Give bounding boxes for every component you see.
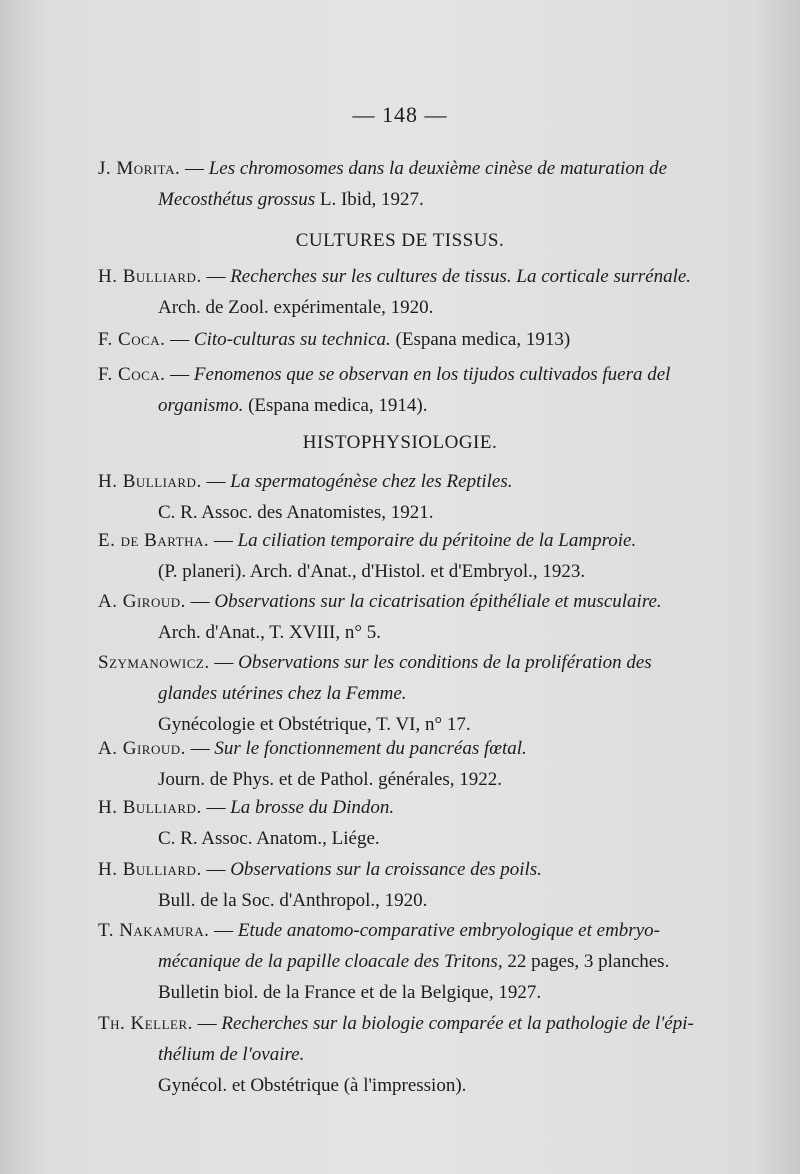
bib-entry-bulliard-dindon — [98, 792, 723, 854]
entry-extent: 22 pages, 3 planches. — [502, 951, 670, 972]
entry-title: Les chromosomes dans la deuxième cinèse de maturation de — [208, 158, 668, 179]
entry-title: La ciliation temporaire du péritoine de la Lamproie. — [237, 530, 637, 551]
entry-title-cont: organismo. — [158, 395, 244, 416]
bib-entry-coca-1913 — [98, 324, 723, 355]
bib-entry-bulliard-spermatogenese — [98, 466, 723, 528]
entry-source: Journ. de Phys. et de Pathol. générales, 1922. — [158, 769, 503, 790]
entry-source: Bull. de la Soc. d'Anthropol., 1920. — [158, 890, 428, 911]
entry-sep: — — [185, 591, 215, 612]
bib-entry-giroud-cicatrisation — [98, 586, 723, 648]
entry-sep: — — [192, 1013, 222, 1034]
entry-source: (Espana medica, 1914). — [243, 395, 428, 416]
entry-sep: — — [209, 530, 238, 551]
entry-sep: — — [165, 329, 194, 350]
entry-author: A. Giroud. — [98, 738, 186, 759]
bib-entry-coca-1914 — [98, 359, 723, 421]
bib-entry-morita — [98, 153, 723, 215]
entry-source: Arch. de Zool. expérimentale, 1920. — [158, 297, 434, 318]
entry-title-cont: thélium de l'ovaire. — [158, 1044, 305, 1065]
entry-sep: — — [209, 652, 239, 673]
entry-source: Bulletin biol. de la France et de la Belgique, 1927. — [158, 982, 542, 1003]
entry-sep: — — [201, 471, 231, 492]
entry-source: C. R. Assoc. Anatom., Liége. — [158, 828, 380, 849]
entry-title: Observations sur les conditions de la prolifération des — [238, 652, 652, 673]
entry-source: (Espana medica, 1913) — [390, 329, 571, 350]
entry-title: Recherches sur les cultures de tissus. La corticale surrénale. — [230, 266, 692, 287]
entry-author: Th. Keller. — [98, 1013, 193, 1034]
entry-author: H. Bulliard. — [98, 859, 202, 880]
entry-title-cont: Mecosthétus grossus — [158, 189, 316, 210]
entry-sep: — — [180, 158, 209, 179]
bib-entry-szymanowicz — [98, 647, 723, 740]
entry-sep: — — [185, 738, 215, 759]
entry-author: Szymanowicz. — [98, 652, 210, 673]
entry-author: H. Bulliard. — [98, 471, 202, 492]
entry-author: F. Coca. — [98, 329, 166, 350]
entry-sep: — — [209, 920, 238, 941]
bib-entry-bulliard-cultures — [98, 261, 723, 323]
entry-source: (P. planeri). Arch. d'Anat., d'Histol. et d'Embryol., 1923. — [158, 561, 586, 582]
page-number: — 148 — — [352, 102, 448, 127]
bib-entry-de-bartha — [98, 525, 723, 587]
entry-title-cont: glandes utérines chez la Femme. — [158, 683, 407, 704]
entry-title: La spermatogénèse chez les Reptiles. — [230, 471, 513, 492]
entry-author: A. Giroud. — [98, 591, 186, 612]
entry-sep: — — [201, 859, 231, 880]
bib-entry-nakamura — [98, 915, 723, 1008]
entry-author: F. Coca. — [98, 364, 166, 385]
bib-entry-bulliard-poils — [98, 854, 723, 916]
entry-sep: — — [165, 364, 194, 385]
entry-source: Gynécol. et Obstétrique (à l'impression). — [158, 1075, 467, 1096]
entry-title-cont: mécanique de la papille cloacale des Tritons, — [158, 951, 503, 972]
entry-title: Fenomenos que se observan en los tijudos cultivados fuera del — [193, 364, 671, 385]
section-heading-histophysiologie: HISTOPHYSIOLOGIE. — [302, 432, 498, 453]
entry-author: E. de Bartha. — [98, 530, 210, 551]
entry-title: Etude anatomo-comparative embryologique et embryo- — [237, 920, 660, 941]
section-heading-cultures: CULTURES DE TISSUS. — [295, 230, 505, 251]
entry-title: La brosse du Dindon. — [230, 797, 395, 818]
entry-author: H. Bulliard. — [98, 797, 202, 818]
entry-title: Observations sur la croissance des poils. — [230, 859, 542, 880]
entry-sep: — — [201, 797, 231, 818]
entry-source: Gynécologie et Obstétrique, T. VI, n° 17. — [158, 714, 471, 735]
entry-source: L. Ibid, 1927. — [315, 189, 424, 210]
entry-title: Recherches sur la biologie comparée et la pathologie de l'épi- — [221, 1013, 694, 1034]
entry-title: Sur le fonctionnement du pancréas fœtal. — [214, 738, 527, 759]
entry-sep: — — [201, 266, 231, 287]
entry-title: Observations sur la cicatrisation épithéliale et musculaire. — [214, 591, 662, 612]
entry-author: J. Morita. — [98, 158, 181, 179]
entry-author: T. Nakamura. — [98, 920, 210, 941]
entry-source: Arch. d'Anat., T. XVIII, n° 5. — [158, 622, 381, 643]
bib-entry-giroud-pancreas — [98, 733, 723, 795]
entry-author: H. Bulliard. — [98, 266, 202, 287]
bib-entry-keller — [98, 1008, 723, 1101]
entry-source: C. R. Assoc. des Anatomistes, 1921. — [158, 502, 434, 523]
entry-title: Cito-culturas su technica. — [193, 329, 391, 350]
